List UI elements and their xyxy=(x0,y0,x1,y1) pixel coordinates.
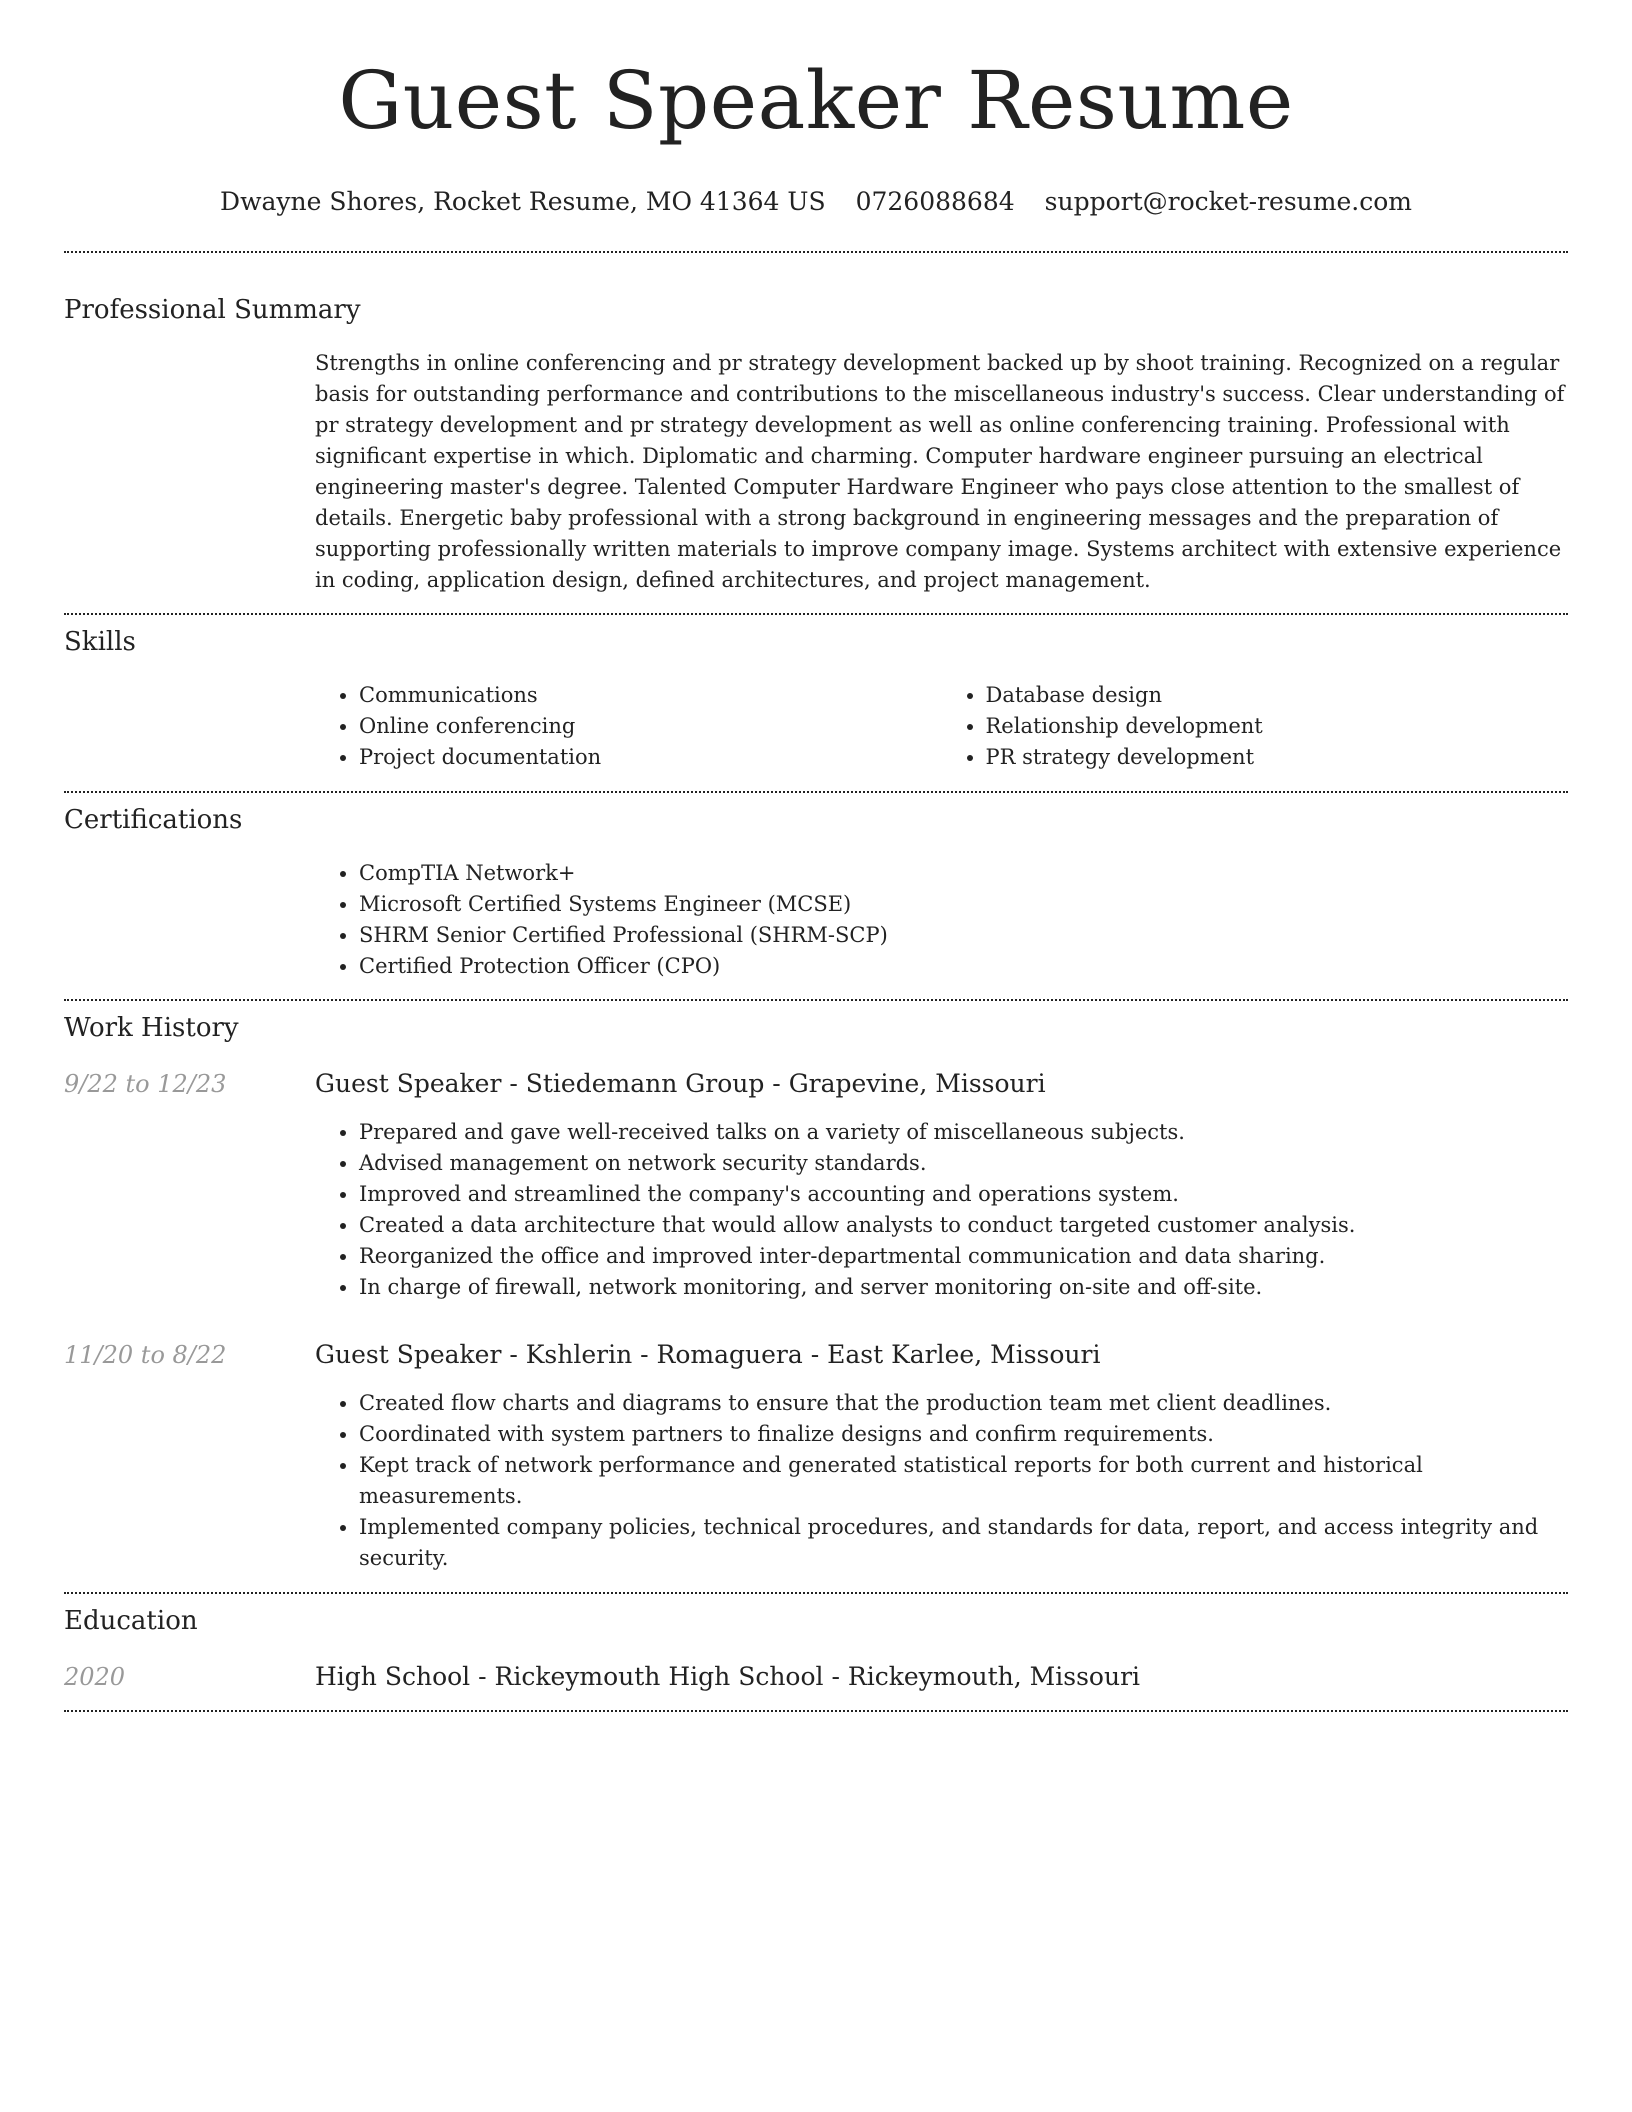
divider xyxy=(64,613,1568,615)
skills-column-right xyxy=(942,680,1569,773)
summary-text: Strengths in online conferencing and pr strategy development backed up by shoot training. Recognized on a regular basis for outstanding performance and contributions to the miscellaneous industry's success. Clear understanding of pr strategy development and pr strategy development as well as online conferencing training. Professional with significant expertise in which. Diplomatic and charming. Computer hardware engineer pursuing an electrical engineering master's degree. Talented Computer Hardware Engineer who pays close attention to the smallest of details. Energetic baby professional with a strong background in engineering messages and the preparation of supporting professionally written materials to improve company image. Systems architect with extensive experience in coding, application design, defined architectures, and project management. xyxy=(315,351,1565,592)
skill-item: • Project documentation xyxy=(359,742,942,773)
certification-item: • SHRM Senior Certified Professional (SHRM-SCP) xyxy=(359,920,1568,951)
job-entry xyxy=(64,1339,1568,1574)
skills-column-left xyxy=(315,680,942,773)
divider xyxy=(64,251,1568,253)
divider xyxy=(64,1592,1568,1594)
job-duty: • Created a data architecture that would allow analysts to conduct targeted customer analysis. xyxy=(359,1210,1568,1241)
divider xyxy=(64,791,1568,793)
job-date: 11/20 to 8/22 xyxy=(64,1341,227,1369)
certification-item: • Certified Protection Officer (CPO) xyxy=(359,951,1568,982)
job-duty: • Advised management on network security standards. xyxy=(359,1148,1568,1179)
education-entry xyxy=(64,1661,1568,1693)
education-heading: Education xyxy=(64,1606,198,1636)
job-duty: • Kept track of network performance and generated statistical reports for both current and historical measurements. xyxy=(359,1450,1568,1512)
skills-heading: Skills xyxy=(64,627,136,657)
job-duty: • In charge of firewall, network monitoring, and server monitoring on-site and off-site. xyxy=(359,1272,1568,1303)
certification-item: • Microsoft Certified Systems Engineer (MCSE) xyxy=(359,889,1568,920)
skill-item: • Relationship development xyxy=(986,711,1569,742)
contact-line xyxy=(64,186,1568,218)
work-history-heading: Work History xyxy=(64,1013,239,1043)
page-title: Guest Speaker Resume xyxy=(338,54,1294,147)
job-duties xyxy=(315,1388,1568,1574)
job-duties xyxy=(315,1117,1568,1303)
job-title: Guest Speaker - Stiedemann Group - Grapevine, Missouri xyxy=(315,1069,1046,1098)
summary-heading: Professional Summary xyxy=(64,295,361,325)
certification-item: • CompTIA Network+ xyxy=(359,858,1568,889)
job-entry xyxy=(64,1068,1568,1303)
job-duty: • Reorganized the office and improved inter-departmental communication and data sharing. xyxy=(359,1241,1568,1272)
contact-email[interactable]: support@rocket-resume.com xyxy=(1044,187,1412,216)
certifications-list xyxy=(315,858,1568,982)
skills-list xyxy=(315,680,1568,773)
job-date: 9/22 to 12/23 xyxy=(64,1070,227,1098)
job-duty: • Implemented company policies, technical procedures, and standards for data, report, and access integrity and security. xyxy=(359,1512,1568,1574)
contact-phone: 0726088684 xyxy=(855,187,1015,216)
education-title: High School - Rickeymouth High School - Rickeymouth, Missouri xyxy=(315,1662,1141,1691)
job-duty: • Coordinated with system partners to finalize designs and confirm requirements. xyxy=(359,1419,1568,1450)
skill-item: • Database design xyxy=(986,680,1569,711)
job-duty: • Created flow charts and diagrams to ensure that the production team met client deadlines. xyxy=(359,1388,1568,1419)
job-duty: • Prepared and gave well-received talks on a variety of miscellaneous subjects. xyxy=(359,1117,1568,1148)
job-duty: • Improved and streamlined the company's accounting and operations system. xyxy=(359,1179,1568,1210)
skill-item: • Communications xyxy=(359,680,942,711)
contact-address: Dwayne Shores, Rocket Resume, MO 41364 US xyxy=(220,187,826,216)
divider xyxy=(64,999,1568,1001)
education-date: 2020 xyxy=(64,1663,126,1691)
certifications-heading: Certifications xyxy=(64,805,243,835)
job-title: Guest Speaker - Kshlerin - Romaguera - East Karlee, Missouri xyxy=(315,1340,1101,1369)
skill-item: • Online conferencing xyxy=(359,711,942,742)
divider xyxy=(64,1710,1568,1712)
resume-page xyxy=(64,0,1568,1712)
skill-item: • PR strategy development xyxy=(986,742,1569,773)
